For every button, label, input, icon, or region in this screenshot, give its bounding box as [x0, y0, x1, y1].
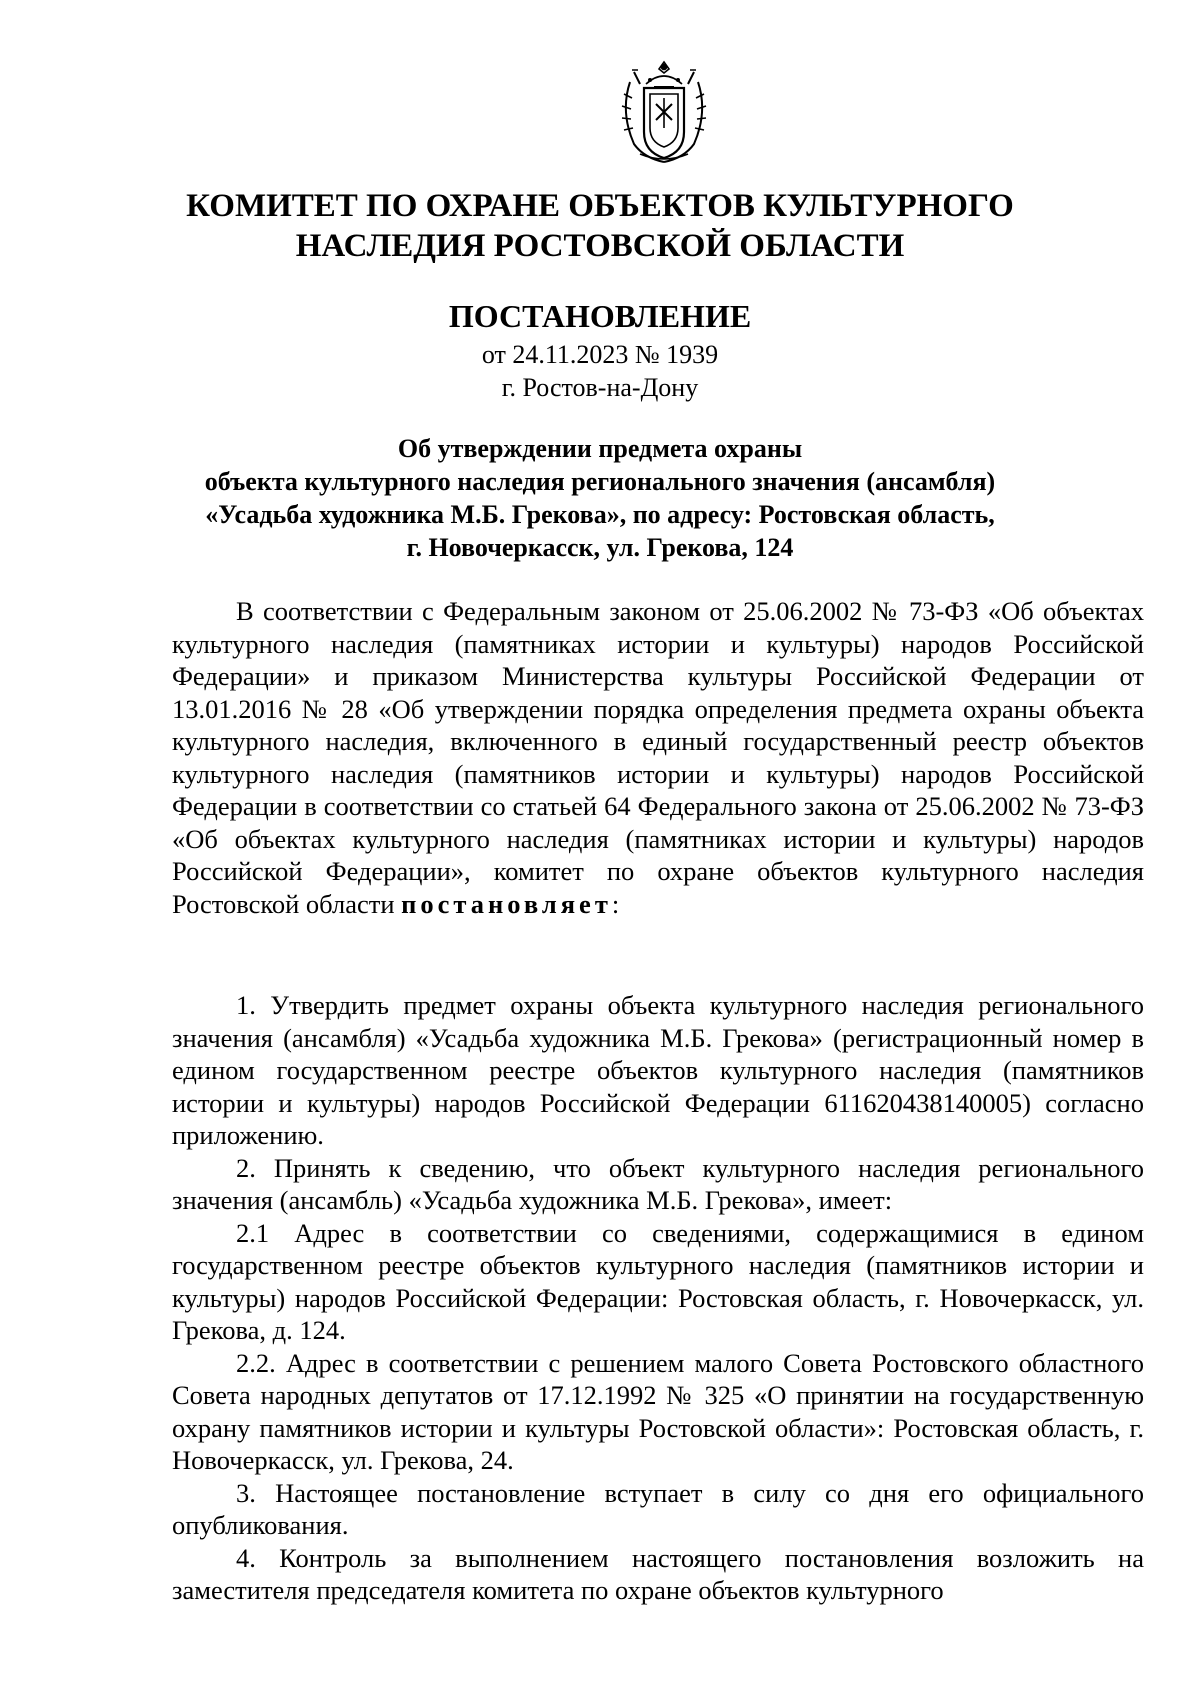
coat-of-arms-emblem [610, 58, 718, 166]
organization-title-line-1: КОМИТЕТ ПО ОХРАНЕ ОБЪЕКТОВ КУЛЬТУРНОГО [186, 188, 1014, 224]
organization-title [0, 186, 1200, 266]
document-subject [0, 432, 1200, 564]
preamble-section [172, 595, 1144, 920]
document-type: ПОСТАНОВЛЕНИЕ [448, 298, 752, 334]
preamble-text: В соответствии с Федеральным законом от 25.06.2002 № 73-ФЗ «Об объектах культурного наследия (памятниках истории и культуры) народов Российской Федерации» и приказом Министерства культуры Российской Федерации от 13.01.2016 № 28 «Об утверждении порядка определения предмета охраны объекта культурного наследия, включенного в единый государственный реестр объектов культурного наследия (памятников истории и культуры) народов Российской Федерации в соответствии со статьей 64 Федерального закона от 25.06.2002 № 73-ФЗ «Об объектах культурного наследия (памятниках истории и культуры) народов Российской Федерации», комитет по охране объектов культурного наследия Ростовской области [172, 596, 1144, 919]
decision-word: постановляет [401, 888, 612, 919]
preamble-paragraph [172, 595, 1144, 920]
organization-title-line-2: НАСЛЕДИЯ РОСТОВСКОЙ ОБЛАСТИ [295, 228, 905, 264]
document-date-number: от 24.11.2023 № 1939 [481, 340, 719, 369]
item-1: 1. Утвердить предмет охраны объекта культурного наследия регионального значения (ансамбля) «Усадьба художника М.Б. Грекова» (регистрационный номер в едином государственном реестре объектов культурного наследия (памятников истории и культуры) народов Российской Федерации 611620438140005) согласно приложению. [172, 990, 1144, 1150]
subject-line-2: объекта культурного наследия регионального значения (ансамбля) [204, 467, 996, 496]
item-2-1: 2.1 Адрес в соответствии со сведениями, содержащимися в едином государственном реестре объектов культурного наследия (памятников истории и культуры) народов Российской Федерации: Ростовская область, г. Новочеркасск, ул. Грекова, д. 124. [172, 1217, 1144, 1345]
document-city: г. Ростов-на-Дону [501, 373, 699, 402]
subject-line-1: Об утверждении предмета охраны [397, 434, 803, 463]
subject-line-4: г. Новочеркасск, ул. Грекова, 124 [406, 533, 794, 562]
resolution-items [172, 989, 1144, 1607]
item-2: 2. Принять к сведению, что объект культурного наследия регионального значения (ансамбль) «Усадьба художника М.Б. Грекова», имеет: [172, 1152, 1144, 1215]
item-3: 3. Настоящее постановление вступает в силу со дня его официального опубликования. [172, 1477, 1144, 1540]
item-4: 4. Контроль за выполнением настоящего постановления возложить на заместителя председателя комитета по охране объектов культурного [172, 1542, 1144, 1605]
decision-colon: : [611, 888, 620, 919]
subject-line-3: «Усадьба художника М.Б. Грекова», по адресу: Ростовская область, [205, 500, 995, 529]
item-2-2: 2.2. Адрес в соответствии с решением малого Совета Ростовского областного Совета народных депутатов от 17.12.1992 № 325 «О принятии на государственную охрану памятников истории и культуры Ростовской области»: Ростовская область, г. Новочеркасск, ул. Грекова, 24. [172, 1347, 1144, 1475]
